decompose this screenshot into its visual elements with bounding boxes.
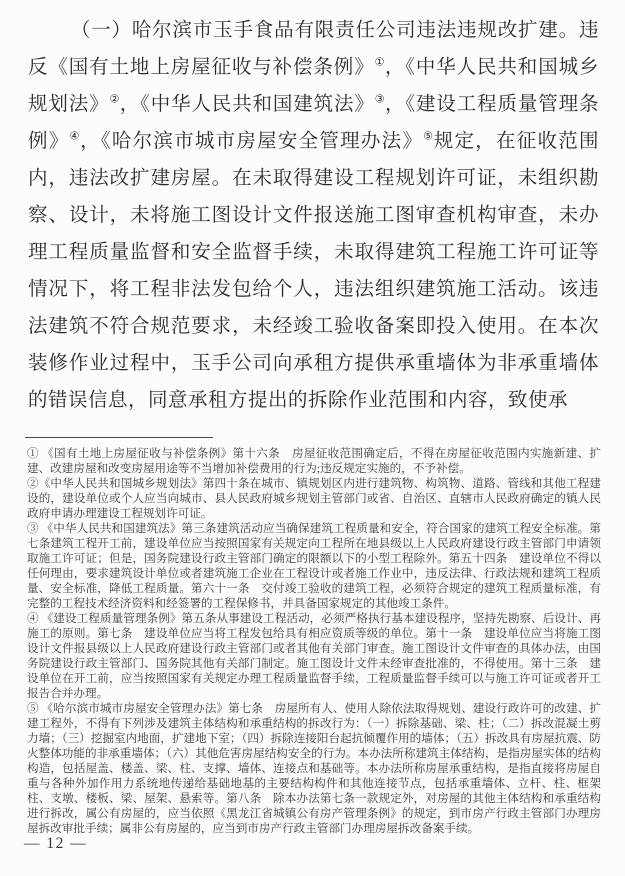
- text-run: ，《中华人民共和国城乡规划法》: [28, 57, 599, 115]
- text-run: 规定，在征收范围内，违法改扩建房屋。在未取得建设工程规划许可证，未组织勘察、设计，未将施工图设计文件报送施工图审查机构审查，未办理工程质量监督和安全监督手续，未取得建筑工程施工许可证等情况下，将工程非法发包给个人，违法组织建筑施工活动。该违法建筑不符合规范要求，未经竣工验收备案即投入使用。在本次装修作业过程中，玉手公司向承租方提供承重墙体为非承重墙体的错误信息，同意承租方提出的拆除作业范围和内容，致使承: [28, 131, 599, 411]
- page-number: — 12 —: [24, 835, 88, 852]
- footnote-ref: ③: [374, 93, 386, 106]
- footnote-item: ⑤ 《哈尔滨市城市房屋安全管理办法》第七条 房屋所有人、使用人除依法取得规划、建设行政许可的改建、扩建工程外，不得有下列涉及建筑主体结构和承重结构的拆改行为：（一）拆除基础、梁、柱；（二）拆改混凝土剪力墙；（三）挖掘室内地面，扩建地下室；（四）拆除连接阳台起抗倾覆作用的墙体；（五）拆改具有房屋抗震、防火整体功能的非承重墙体；（六）其他危害房屋结构安全的行为。本办法所称建筑主体结构，是指房屋实体的结构构造，包括屋盖、楼盖、梁、柱、支撑、墙体、连接点和基础等。本办法所称房屋承重结构，是指直接将房屋自重与各种外加作用力系统地传递给基础地基的主要结构构件和其他连接节点，包括承重墙体、立杆、柱、框架柱、支墩、楼板、梁、屋架、悬索等。第八条 除本办法第七条一款规定外，对房屋的其他主体结构和承重结构进行拆改，属公有房屋的，应当依照《黑龙江省城镇公有房产管理条例》的规定，到市房产行政主管部门办理房屋拆改审批手续；属非公有房屋的，应当到市房产行政主管部门办理房屋拆改备案手续。: [27, 702, 601, 835]
- footnote-item: ③ 《中华人民共和国建筑法》第三条建筑活动应当确保建筑工程质量和安全，符合国家的建筑工程安全标准。第七条建筑工程开工前，建设单位应当按照国家有关规定向工程所在地县级以上人民政府建设行政主管部门申请领取施工许可证；但是，国务院建设行政主管部门确定的限额以下的小型工程除外。第五十四条 建设单位不得以任何理由，要求建筑设计单位或者建筑施工企业在工程设计或者施工作业中，违反法律、行政法规和建筑工程质量、安全标准，降低工程质量。第六十一条 交付竣工验收的建筑工程，必须符合规定的建筑工程质量标准，有完整的工程技术经济资料和经签署的工程保修书，并具备国家规定的其他竣工条件。: [27, 522, 601, 610]
- text-run: ，《建设工程质量管理条例》: [28, 94, 599, 152]
- footnote-item: ① 《国有土地上房屋征收与补偿条例》第十六条 房屋征收范围确定后，不得在房屋征收范围内实施新建、扩建、改建房屋和改变房屋用途等不当增加补偿费用的行为;违反规定实施的，不予补偿。: [27, 447, 601, 475]
- footnote-ref: ①: [374, 56, 385, 69]
- footnote-ref: ④: [69, 130, 81, 143]
- footnote-ref: ②: [109, 93, 120, 106]
- text-run: （一）哈尔滨市玉手食品有限责任公司违法违规改扩建。违反《国有土地上房屋征收与补偿条例》: [28, 20, 599, 78]
- footnote-item: ④ 《建设工程质量管理条例》第五条从事建设工程活动，必须严格执行基本建设程序，坚持先勘察、后设计、再施工的原则。第七条 建设单位应当将工程发包给具有相应资质等级的单位。第十一条 建设单位应当将施工图设计文件报县级以上人民政府建设行政主管部门或者其他有关部门审查。施工图设计文件审查的具体办法，由国务院建设行政主管部门、国务院其他有关部门制定。施工图设计文件未经审查批准的，不得使用。第十三条 建设单位在开工前，应当按照国家有关规定办理工程质量监督手续，工程质量监督手续可以与施工许可证或者开工报告合并办理。: [27, 612, 601, 700]
- text-run: ，《中华人民共和国建筑法》: [119, 94, 375, 115]
- footnotes-list: [27, 446, 601, 836]
- main-paragraph: [28, 12, 599, 419]
- text-run: ，《哈尔滨市城市房屋安全管理办法》: [80, 131, 424, 152]
- footnote-ref: ⑤: [423, 130, 434, 143]
- footnote-separator: [25, 437, 213, 438]
- footnote-item: ②《中华人民共和国城乡规划法》第四十条在城市、镇规划区内进行建筑物、构筑物、道路、管线和其他工程建设的，建设单位或个人应当向城市、县人民政府城乡规划主管部门或省、自治区、直辖市人民政府确定的镇人民政府申请办理建设工程规划许可证。: [27, 477, 601, 520]
